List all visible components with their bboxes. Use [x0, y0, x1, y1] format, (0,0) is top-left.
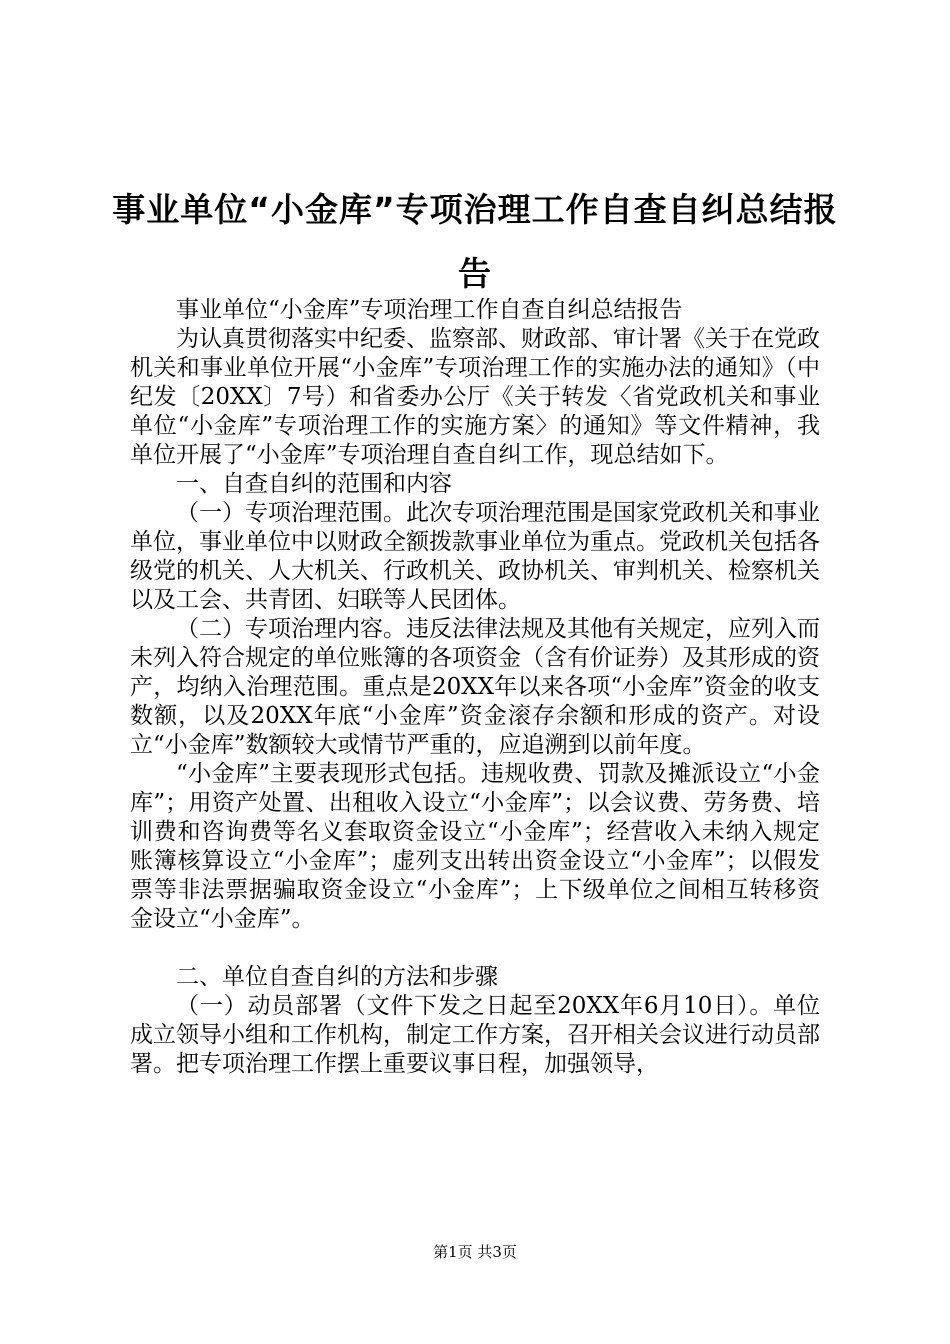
paragraph-repeated-title: 事业单位“小金库”专项治理工作自查自纠总结报告 — [176, 297, 683, 323]
section-heading-methods: 二、单位自查自纠的方法和步骤 — [176, 964, 498, 990]
document-body — [130, 296, 820, 1079]
paragraph-mobilization: （一）动员部署（文件下发之日起至20XX年6月10日）。单位成立领导小组和工作机构，制定工作方案，召开相关会议进行动员部署。把专项治理工作摆上重要议事日程，加强领导， — [130, 993, 820, 1077]
document-title: 事业单位“小金库”专项治理工作自查自纠总结报告 — [112, 190, 838, 293]
paragraph-scope: （一）专项治理范围。此次专项治理范围是国家党政机关和事业单位，事业单位中以财政全额拨款事业单位为重点。党政机关包括各级党的机关、人大机关、行政机关、政协机关、审判机关、检察机关以及工会、共青团、妇联等人民团体。 — [130, 500, 820, 613]
paragraph-forms: “小金库”主要表现形式包括。违规收费、罚款及摊派设立“小金库”；用资产处置、出租收入设立“小金库”；以会议费、劳务费、培训费和咨询费等名义套取资金设立“小金库”；经营收入未纳入规定账簿核算设立“小金库”；虚列支出转出资金设立“小金库”；以假发票等非法票据骗取资金设立“小金库”；上下级单位之间相互转移资金设立“小金库”。 — [130, 761, 820, 932]
paragraph-content: （二）专项治理内容。违反法律法规及其他有关规定，应列入而未列入符合规定的单位账簿的各项资金（含有价证券）及其形成的资产，均纳入治理范围。重点是20XX年以来各项“小金库”资金的收支数额，以及20XX年底“小金库”资金滚存余额和形成的资产。对设立“小金库”数额较大或情节严重的，应追溯到以前年度。 — [130, 616, 820, 758]
page-number-footer: 第1页 共3页 — [433, 1243, 517, 1261]
section-heading-scope: 一、自查自纠的范围和内容 — [176, 471, 452, 497]
paragraph-intro: 为认真贯彻落实中纪委、监察部、财政部、审计署《关于在党政机关和事业单位开展“小金库”专项治理工作的实施办法的通知》（中纪发〔20XX〕7号）和省委办公厅《关于转发〈省党政机关和事业单位“小金库”专项治理工作的实施方案〉的通知》等文件精神，我单位开展了“小金库”专项治理自查自纠工作，现总结如下。 — [130, 326, 820, 468]
